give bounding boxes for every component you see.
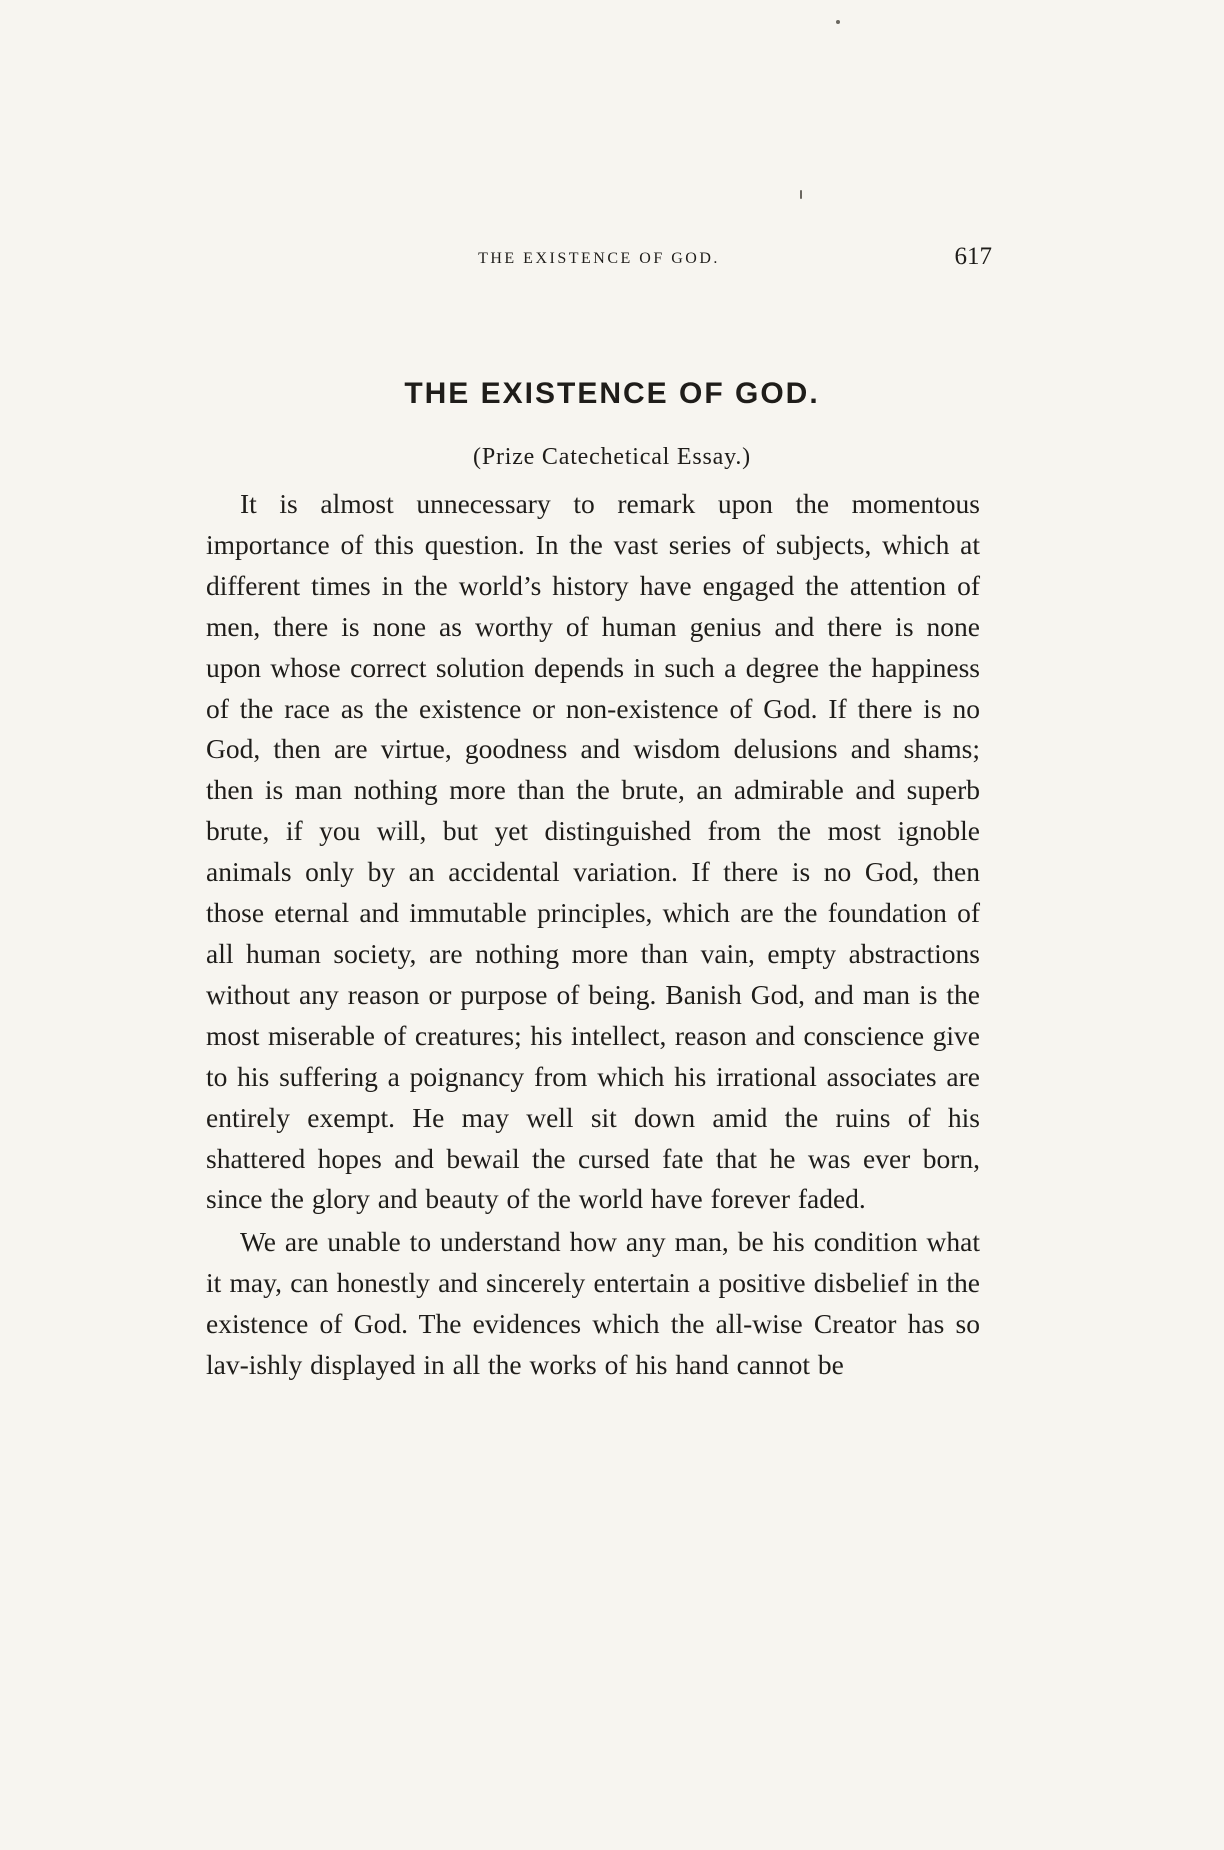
article-title: THE EXISTENCE OF GOD. bbox=[404, 377, 820, 410]
article-subtitle: (Prize Catechetical Essay.) bbox=[473, 444, 751, 470]
running-head bbox=[206, 244, 992, 274]
paper-speck bbox=[800, 190, 802, 199]
article-body bbox=[206, 484, 980, 1386]
running-head-title: THE EXISTENCE OF GOD. bbox=[478, 250, 720, 267]
body-paragraph: We are unable to understand how any man, be his condition what it may, can honestly and sincerely entertain a positive disbelief in the existence of God. The evidences which the all-wise Creator has so lav-ishly displayed in all the works of his hand cannot be bbox=[206, 1226, 980, 1381]
body-paragraph: It is almost unnecessary to remark upon the momentous importance of this question. In the vast series of subjects, which at different times in the world’s history have engaged the attention of men, there is none as worthy of human genius and there is none upon whose correct solution depends in such a degree the happiness of the race as the existence or non-existence of God. If there is no God, then are virtue, goodness and wisdom delusions and shams; then is man nothing more than the brute, an admirable and superb brute, if you will, but yet distinguished from the most ignoble animals only by an accidental variation. If there is no God, then those eternal and immutable principles, which are the foundation of all human society, are nothing more than vain, empty abstractions without any reason or purpose of being. Banish God, and man is the most miserable of creatures; his intellect, reason and conscience give to his suffering a poignancy from which his irrational associates are entirely exempt. He may well sit down amid the ruins of his shattered hopes and bewail the cursed fate that he was ever born, since the glory and beauty of the world have forever faded. bbox=[206, 488, 980, 1215]
paper-speck bbox=[836, 20, 840, 24]
page-number: 617 bbox=[954, 243, 992, 270]
